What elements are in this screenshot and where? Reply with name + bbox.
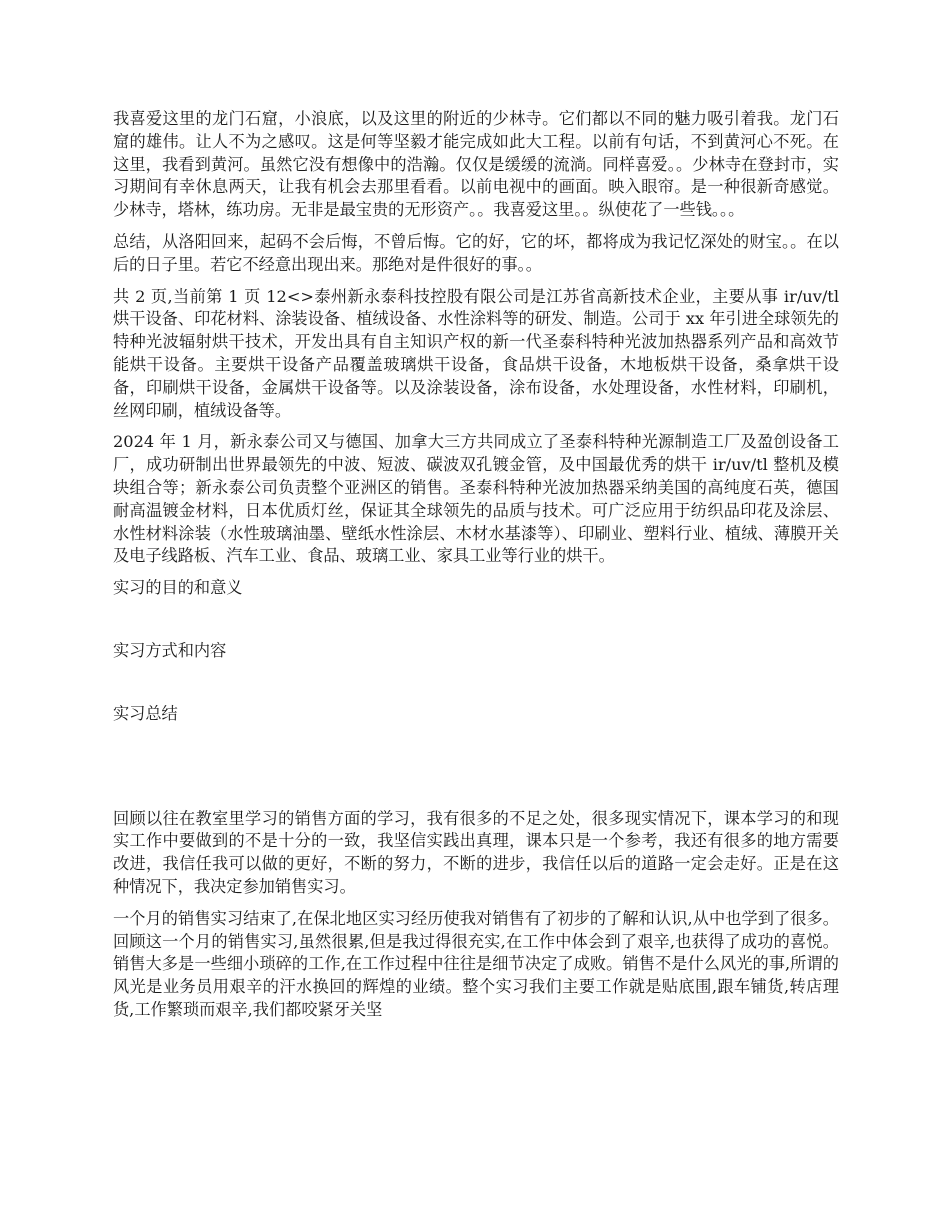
document-page — [113, 108, 839, 1031]
paragraph-longmen-shaolin: 我喜爱这里的龙门石窟，小浪底，以及这里的附近的少林寺。它们都以不同的魅力吸引着我。龙门石窟的雄伟。让人不为之感叹。这是何等坚毅才能完成如此大工程。以前有句话，不到黄河心不死。在这里，我看到黄河。虽然它没有想像中的浩瀚。仅仅是缓缓的流淌。同样喜爱。。少林寺在登封市，实习期间有幸休息两天，让我有机会去那里看看。以前电视中的画面。映入眼帘。是一种很新奇感觉。少林寺，塔林，练功房。无非是最宝贵的无形资产。。我喜爱这里。。纵使花了一些钱。。。 — [113, 109, 839, 220]
paragraph-sales-internship: 一个月的销售实习结束了,在保北地区实习经历使我对销售有了初步的了解和认识,从中也学到了很多。回顾这一个月的销售实习,虽然很累,但是我过得很充实,在工作中体会到了艰辛,也获得了成功的喜悦。销售大多是一些细小琐碎的工作,在工作过程中往往是细节决定了成败。销售不是什么风光的事,所谓的风光是业务员用艰辛的汗水换回的辉煌的业绩。整个实习我们主要工作就是贴底围,跟车铺货,转店理货,工作繁琐而艰辛,我们都咬紧牙关坚 — [113, 908, 839, 1019]
paragraph-company-intro: 共 2 页,当前第 1 页 12<>泰州新永泰科技控股有限公司是江苏省高新技术企业，主要从事 ir/uv/tl 烘干设备、印花材料、涂装设备、植绒设备、水性涂料等的研发、制造。公司于 xx 年引进全球领先的特种光波辐射烘干技术，开发出具有自主知识产权的新一代圣泰科特种光波加热器系列产品和高效节能烘干设备。主要烘干设备产品覆盖玻璃烘干设备，食品烘干设备，木地板烘干设备，桑拿烘干设备，印刷烘干设备，金属烘干设备等。以及涂装设备，涂布设备，水处理设备，水性材料，印刷机，丝网印刷，植绒设备等。 — [113, 286, 839, 420]
heading-purpose: 实习的目的和意义 — [113, 578, 243, 598]
heading-method: 实习方式和内容 — [113, 640, 227, 660]
paragraph-company-2024: 2024 年 1 月，新永泰公司又与德国、加拿大三方共同成立了圣泰科特种光源制造工厂及盈创设备工厂，成功研制出世界最领先的中波、短波、碳波双孔镀金管，及中国最优秀的烘干 ir/uv/tl 整机及模块组合等；新永泰公司负责整个亚洲区的销售。圣泰科特种光波加热器采纳美国的高纯度石英，德国耐高温镀金材料，日本优质灯丝，保证其全球领先的品质与技术。可广泛应用于纺织品印花及涂层、水性材料涂装（水性玻璃油墨、壁纸水性涂层、木材水基漆等）、印刷业、塑料行业、植绒、薄膜开关及电子线路板、汽车工业、食品、玻璃工业、家具工业等行业的烘干。 — [113, 432, 839, 566]
heading-summary: 实习总结 — [113, 703, 178, 723]
paragraph-luoyang-summary: 总结，从洛阳回来，起码不会后悔，不曾后悔。它的好，它的坏，都将成为我记忆深处的财宝。。在以后的日子里。若它不经意出现出来。那绝对是件很好的事。。 — [113, 231, 839, 274]
paragraph-review-study: 回顾以往在教室里学习的销售方面的学习，我有很多的不足之处，很多现实情况下，课本学习的和现实工作中要做到的不是十分的一致，我坚信实践出真理，课本只是一个参考，我还有很多的地方需要改进，我信任我可以做的更好，不断的努力，不断的进步，我信任以后的道路一定会走好。正是在这种情况下，我决定参加销售实习。 — [113, 808, 839, 896]
